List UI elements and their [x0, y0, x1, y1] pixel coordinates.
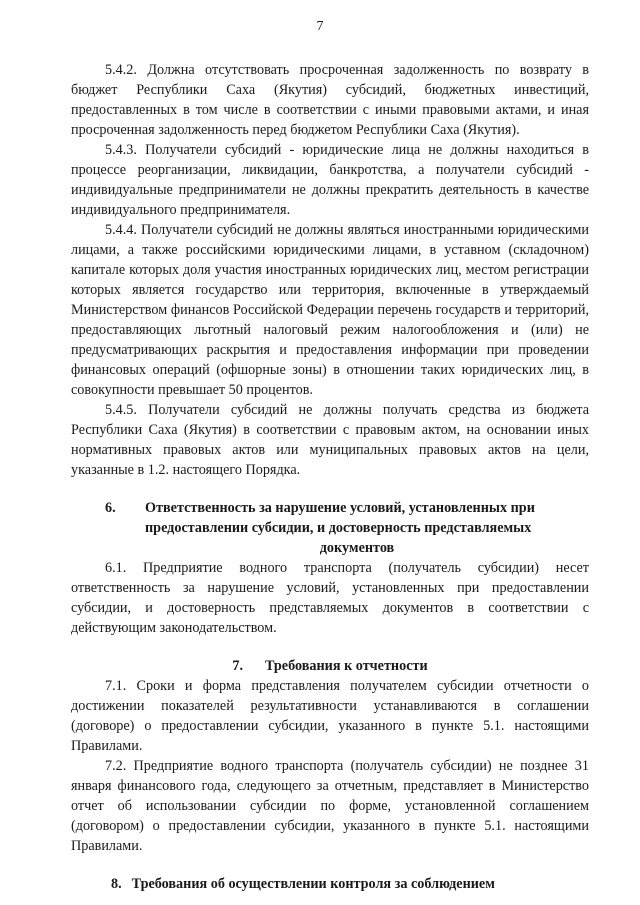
section-6-heading [71, 498, 589, 558]
section-8-heading [71, 874, 589, 894]
page-number: 7 [316, 19, 324, 34]
section-7-number: 7. [232, 658, 243, 674]
section-8-number: 8. [111, 876, 122, 892]
spacer [71, 856, 589, 874]
paragraph-5-4-4: 5.4.4. Получатели субсидий не должны являться иностранными юридическими лицами, а также российскими юридическими лицами, в уставном (складочном) капитале которых доля участия иностранных юридических лиц, местом регистрации которых является государство или территория, включенные в утверждаемый Министерством финансов Российской Федерации перечень государств и территорий, предоставляющих льготный налоговый режим налогообложения и (или) не предусматривающих раскрытия и предоставления информации при проведении финансовых операций (офшорные зоны) в отношении таких юридических лиц, в совокупности превышает 50 процентов. [71, 222, 589, 398]
spacer [71, 480, 589, 498]
document-body [71, 60, 589, 894]
section-6-title-line1: Ответственность за нарушение условий, установленных при [145, 500, 535, 516]
paragraph-5-4-5: 5.4.5. Получатели субсидий не должны получать средства из бюджета Республики Саха (Якутия) в соответствии с правовым актом, на основании иных нормативных правовых актов или муниципальных правовых актов на цели, указанные в 1.2. настоящего Порядка. [71, 402, 589, 478]
paragraph-7-1: 7.1. Сроки и форма представления получателем субсидии отчетности о достижении показателей результативности устанавливаются в соглашении (договоре) о предоставлении субсидии, указанного в пункте 5.1. настоящими Правилами. [71, 678, 589, 754]
section-6-title-line3: документов [319, 540, 395, 556]
section-6-title [145, 498, 589, 558]
section-8-title: Требования об осуществлении контроля за соблюдением [131, 876, 495, 892]
paragraph-6-1: 6.1. Предприятие водного транспорта (получатель субсидии) несет ответственность за нарушение условий, установленных при предоставлении субсидии, и достоверность представляемых документов в соответствии с действующим законодательством. [71, 560, 589, 636]
spacer [71, 638, 589, 656]
paragraph-5-4-3: 5.4.3. Получатели субсидий - юридические лица не должны находиться в процессе реорганизации, ликвидации, банкротства, а получатели субсидий - индивидуальные предприниматели не должны прекратить деятельность в качестве индивидуального предпринимателя. [71, 142, 589, 218]
section-6-number: 6. [105, 500, 116, 516]
paragraph-7-2: 7.2. Предприятие водного транспорта (получатель субсидии) не позднее 31 января финансового года, следующего за отчетным, представляет в Министерство отчет об использовании субсидии по форме, установленной соглашением (договором) о предоставлении субсидии, указанного в пункте 5.1. настоящими Правилами. [71, 758, 589, 854]
section-7-title: Требования к отчетности [264, 658, 428, 674]
paragraph-5-4-2: 5.4.2. Должна отсутствовать просроченная задолженность по возврату в бюджет Республики Саха (Якутия) субсидий, бюджетных инвестиций, предоставленных в том числе в соответствии с иными правовыми актами, и иная просроченная задолженность перед бюджетом Республики Саха (Якутия). [71, 62, 589, 138]
section-7-heading [71, 656, 589, 676]
section-6-title-line2: предоставлении субсидии, и достоверность представляемых [145, 520, 532, 536]
